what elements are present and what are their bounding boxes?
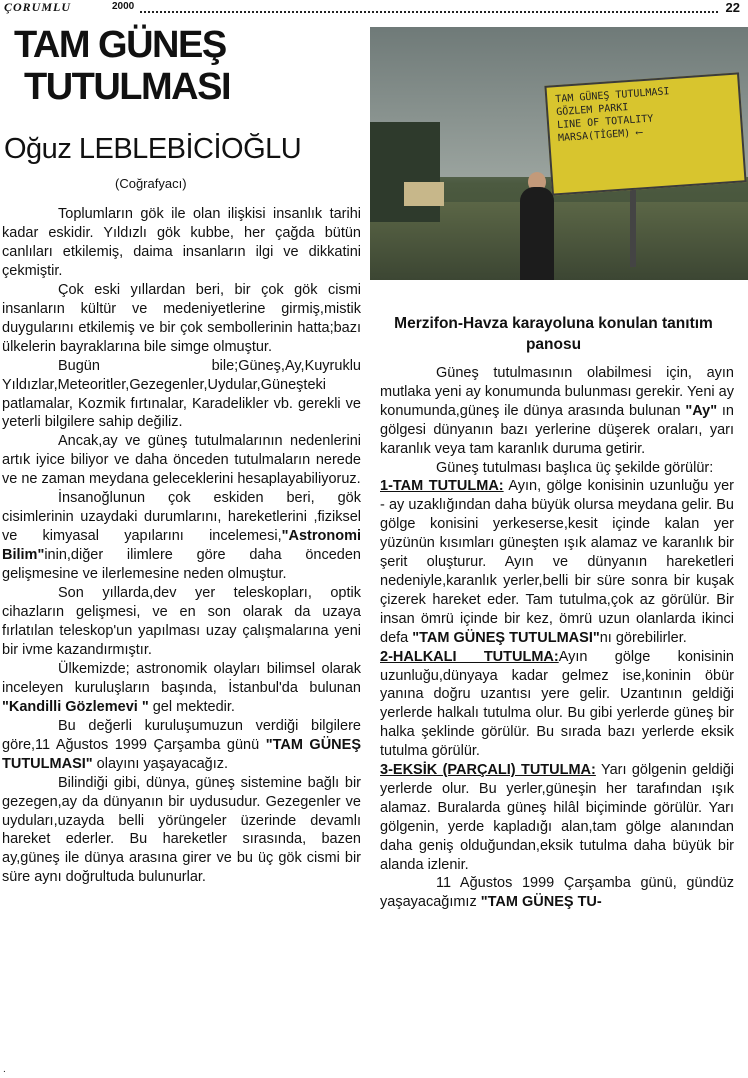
paragraph: Bilindiği gibi, dünya, güneş sistemine bağlı bir gezegen,ay da dünyanın bir uydusudur. Gezegenler ve uyduları,uzayda belli yörüngeler üzerinde devamlı hareket ederler. Bu hareketler sırasında, bazen ay,güneş ile dünya arasına girer ve bu üç gök cismi bir süre aynı doğrultuda bulunurlar. xyxy=(2,774,361,886)
paragraph: Ancak,ay ve güneş tutulmalarının nedenlerini artık iyice biliyor ve daha önceden tutulmaların nerede ve ne zaman meydana geleceklerini hesaplayabiliyoruz. xyxy=(2,433,361,488)
author-name: Oğuz LEBLEBİCİOĞLU xyxy=(4,133,302,165)
eclipse-sign-photo xyxy=(370,27,748,280)
issue-year: 2000 xyxy=(112,1,135,12)
title-line-2: TUTULMASI xyxy=(24,66,231,108)
paragraph: 1-TAM TUTULMA: Ayın, gölge konisinin uzunluğu yer - ay uzaklığından daha büyük olursa meydana gelir. Bu gölge konisini yerkeserse,kesit içinde kalan yer yüzünün kısımları güneşten ışık alamaz ve karanlık bir şerit oluşturur. Ayın ve dünyanın hareketleri nedeniyle,karanlık yerler,belli bir süre sonra bir kuşak çizerek hareket eder. Tam tutulma,çok az görülür. Bir insan ömrü içinde bir kez, ömrü uzun olanlarda ikinci defa "TAM GÜNEŞ TUTULMASI"nı görebilirler. xyxy=(380,478,734,646)
footer-mark: . xyxy=(3,1064,6,1075)
person-figure xyxy=(520,187,554,280)
magazine-name: ÇORUMLU xyxy=(4,0,72,14)
bold-term: "Astronomi Bilim" xyxy=(2,528,361,564)
section-heading: 2-HALKALI TUTULMA: xyxy=(380,648,559,665)
article-title xyxy=(14,24,344,108)
photo-caption: Merzifon-Havza karayoluna konulan tanıtım panosu xyxy=(394,315,713,353)
paragraph: 2-HALKALI TUTULMA:Ayın gölge konisinin uzunluğu,dünyaya kadar gelmez ise,koninin öbür yanına doğru uzantısı yere gelir. Uzantının geldiği yerlerde halkalı tutulma olur. Bu gibi yerlerde güneş bir halka şeklinde görülür. Bu sırada bazı yerlerde eksik tutulma görülür. xyxy=(380,648,734,760)
author-role: (Coğrafyacı) xyxy=(115,176,187,191)
paragraph: Toplumların gök ile olan ilişkisi insanlık tarihi kadar eskidir. Yıldızlı gök kubbe, her çağda bütün canlıları etkilemiş, daima insanların ilgi ve dikkatini çekmiştir. xyxy=(2,206,361,279)
left-column xyxy=(2,205,361,887)
bold-term: "Kandilli Gözlemevi " xyxy=(2,698,149,715)
paragraph: 11 Ağustos 1999 Çarşamba günü, gündüz yaşayacağımız "TAM GÜNEŞ TU- xyxy=(380,875,734,911)
title-line-1: TAM GÜNEŞ xyxy=(14,24,226,66)
paragraph: Ülkemizde; astronomik olayları bilimsel olarak inceleyen kuruluşların başında, İstanbul'da bulunan "Kandilli Gözlemevi " gel mektedir. xyxy=(2,660,361,715)
paragraph: Son yıllarda,dev yer teleskopları, optik cihazların gelişmesi, ve en son olarak da uzaya fırlatılan teleskop'un yapılması uzay çalışmalarına yeni bir ivme kazandırmıştır. xyxy=(2,585,361,658)
right-column xyxy=(380,364,734,912)
page-header xyxy=(0,0,748,18)
section-heading: 3-EKSİK (PARÇALI) TUTULMA: xyxy=(380,762,596,779)
paragraph: İnsanoğlunun çok eskiden beri, gök cisimlerinin uzaydaki durumlarını, hareketlerini ,fiziksel ve kimyasal yapılarını incelemesi,"Astronomi Bilim"inin,diğer ilimlere göre daha önceden gelişmesine ve ilerlemesine neden olmuştur. xyxy=(2,490,361,583)
roadside-sign: TAM GÜNEŞ TUTULMASI GÖZLEM PARKI LINE OF TOTALITY MARSA(TİGEM) ⟵ xyxy=(544,72,746,195)
paragraph: Güneş tutulması başlıca üç şekilde görülür: xyxy=(436,459,714,476)
paragraph: Güneş tutulmasının olabilmesi için, ayın mutlaka yeni ay konumunda bulunması gerekir. Yeni ay konumunda,güneş ile dünya arasında bulunan "Ay" ın gölgesi dünyanın bazı yerlerine düşerek oraları, yarı karanlık veya tam karanlık duruma getirir. xyxy=(380,365,734,457)
page-number: 22 xyxy=(725,0,740,15)
paragraph: Çok eski yıllardan beri, bir çok gök cismi insanların kültür ve medeniyetlerine girmiş,mistik duygularını etkilemiş ve bir çok sembollerinin hatta;bazı ülkelerin bayraklarına bile simge olmuştur. xyxy=(2,281,361,355)
paragraph: Bu değerli kuruluşumuzun verdiği bilgilere göre,11 Ağustos 1999 Çarşamba günü "TAM GÜNEŞ TUTULMASI" olayını yaşayacağız. xyxy=(2,717,361,772)
paragraph: 3-EKSİK (PARÇALI) TUTULMA: Yarı gölgenin geldiği yerlerde olur. Bu yerler,güneşin her tarafından ışık alamaz. Buralarda güneş hilâl biçiminde görülür. Yarı gölgenin, yerde kapladığı alan,tam gölge alanından daha geniş olduğundan,eksik tutulma daha büyük bir alanda izlenir. xyxy=(380,762,734,873)
truck-shape xyxy=(370,122,440,222)
bold-term: "TAM GÜNEŞ TUTULMASI" xyxy=(2,736,361,772)
header-divider xyxy=(140,11,718,13)
section-heading: 1-TAM TUTULMA: xyxy=(380,478,504,495)
paragraph: Bugün bile;Güneş,Ay,Kuyruklu Yıldızlar,Meteoritler,Gezegenler,Uydular,Güneşteki patlamalar, Kozmik fırtınalar, Karadelikler vb. gerekli ve yeterli bilgilere sahip değiliz. xyxy=(2,357,361,431)
